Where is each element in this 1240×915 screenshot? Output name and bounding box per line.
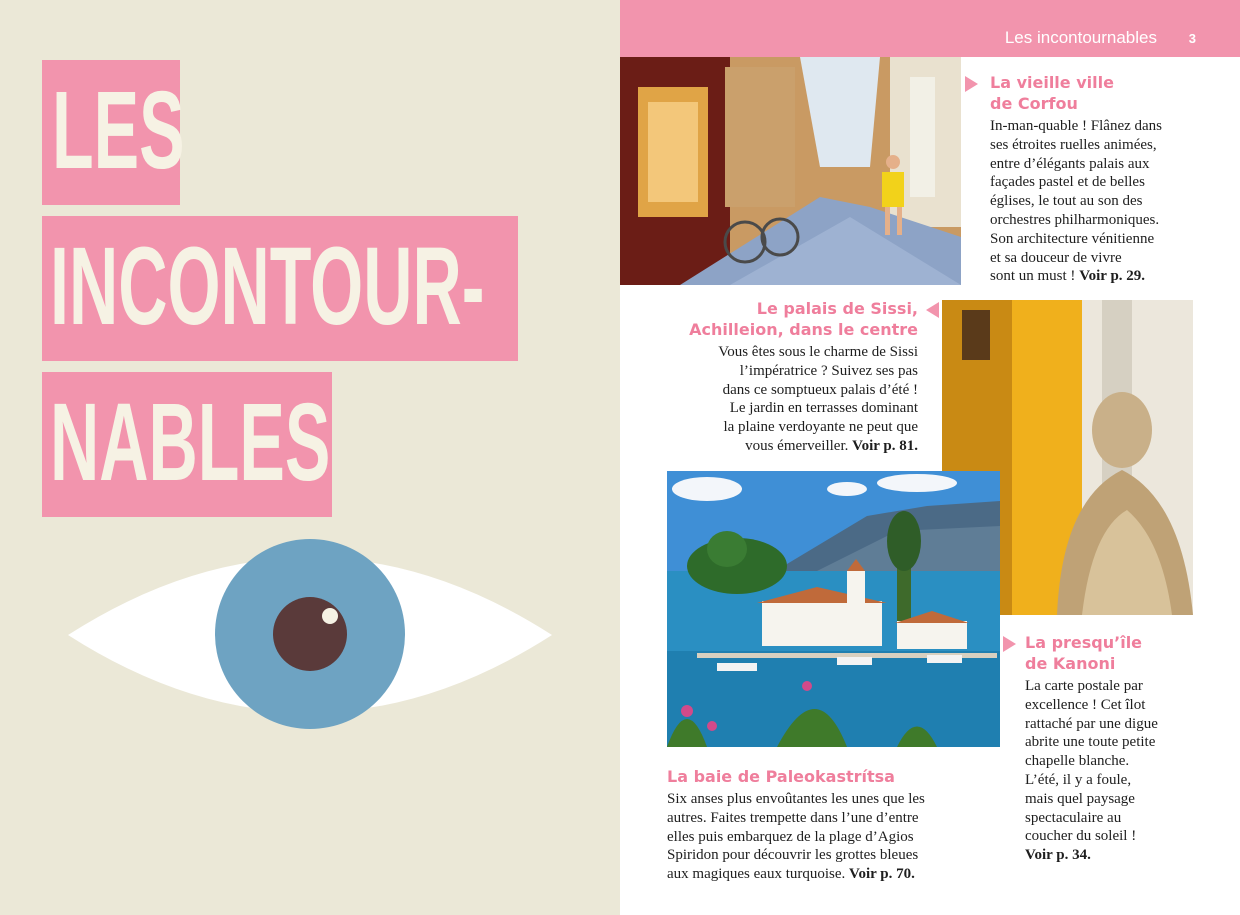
pointer-arrow-icon bbox=[926, 302, 939, 318]
section-text: La carte postale par excellence ! Cet îlot rattaché par une digue abrite une toute petite chapelle blanche. L’été, il y a foule, mais quel paysage spectaculaire au coucher du soleil ! Voir p. 34. bbox=[1025, 678, 1158, 864]
header-title: Les incontournables bbox=[1004, 28, 1157, 47]
page-number: 3 bbox=[1188, 31, 1196, 46]
page-reference: Voir p. 29. bbox=[1079, 268, 1146, 285]
title-line-3: NABLES bbox=[42, 372, 332, 517]
section-old-town bbox=[990, 72, 1162, 286]
title-line-2: INCONTOUR- bbox=[42, 216, 518, 361]
section-kanoni bbox=[1025, 632, 1158, 865]
street-photo bbox=[620, 57, 961, 285]
title-line-1: LES bbox=[42, 60, 180, 205]
section-text: In-man-quable ! Flânez dans ses étroites ruelles animées, entre d’élégants palais aux façades pastel et de belles églises, le tout au son des orchestres philharmoniques. Son architecture vénitienne et sa douceur de vivre sont un must ! Voir p. 29. bbox=[990, 118, 1163, 285]
section-title: La baie de Paleokastrítsa bbox=[667, 767, 895, 786]
pointer-arrow-icon bbox=[1003, 636, 1016, 652]
section-title: La presqu’île de Kanoni bbox=[1025, 633, 1143, 673]
pointer-arrow-icon bbox=[965, 76, 978, 92]
page-reference: Voir p. 70. bbox=[849, 866, 915, 883]
monastery-island-photo bbox=[667, 471, 1000, 747]
section-title: Le palais de Sissi, Achilleion, dans le centre bbox=[689, 299, 918, 339]
eye-icon bbox=[60, 530, 560, 740]
section-achilleion bbox=[689, 298, 918, 456]
section-text: Vous êtes sous le charme de Sissi l’impératrice ? Suivez ses pas dans ce somptueux palais d’été ! Le jardin en terrasses dominant la plaine verdoyante ne peut que vous émerveiller. Voir p. 81. bbox=[718, 344, 918, 454]
page-reference: Voir p. 81. bbox=[852, 437, 918, 454]
section-title: La vieille ville de Corfou bbox=[990, 73, 1114, 113]
page-header bbox=[620, 0, 1240, 57]
section-text: Six anses plus envoûtantes les unes que les autres. Faites trempette dans l’une d’entre elles puis embarquez de la plage d’Agios Spiridon pour découvrir les grottes bleues aux magiques eaux turquoise. Voir p. 70. bbox=[667, 791, 925, 883]
section-paleokastritsa bbox=[667, 766, 925, 884]
page-reference: Voir p. 34. bbox=[1025, 847, 1091, 864]
right-page bbox=[620, 0, 1240, 915]
